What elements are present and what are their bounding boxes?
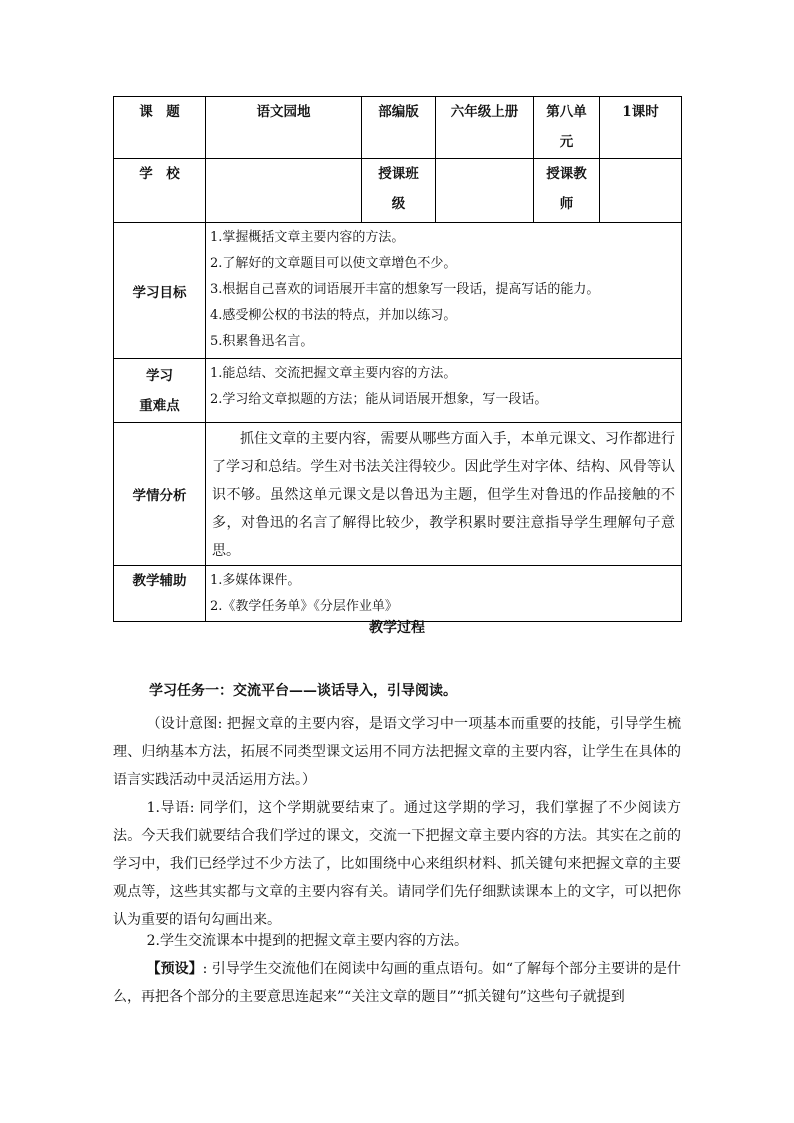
class-label-line2: 级 [391,196,406,212]
aids-label: 教学辅助 [114,566,206,622]
unit-line1: 第八单 [546,104,587,120]
goals-list [206,223,682,359]
key-point-item: 2.学习给文章拟题的方法；能从词语展开想象，写一段话。 [210,392,548,407]
table-row [114,423,682,566]
analysis-label: 学情分析 [114,423,206,566]
key-point-item: 1.能总结、交流把握文章主要内容的方法。 [210,366,457,381]
aids-list [206,566,682,622]
table-row [114,566,682,622]
school-value [206,159,362,223]
goal-item: 1.掌握概括文章主要内容的方法。 [210,230,405,245]
goal-item: 2.了解好的文章题目可以使文章增色不少。 [210,256,457,271]
table-row [114,159,682,223]
topic-name: 语文园地 [206,97,362,159]
grade-cell: 六年级上册 [436,97,534,159]
teacher-label [534,159,600,223]
section-title: 教学过程 [369,620,425,636]
class-value [436,159,534,223]
table-row [114,359,682,423]
preset-paragraph [113,955,681,1011]
goal-item: 4.感受柳公权的书法的特点，并加以练习。 [210,308,457,323]
preset-label: 【预设】 [146,961,203,977]
step2-paragraph: 2.学生交流课本中提到的把握文章主要内容的方法。 [146,933,468,949]
unit-line2: 元 [559,134,574,150]
analysis-text: 抓住文章的主要内容，需要从哪些方面入手，本单元课文、习作都进行了学习和总结。学生对书法关注得较少。因此学生对字体、结构、风骨等认识不够。虽然这单元课文是以鲁迅为主题，但学生对鲁迅的作品接触的不多，对鲁迅的名言了解得比较少，教学积累时要注意指导学生理解句子意思。 [206,423,682,566]
key-points-label [114,359,206,423]
table-row [114,223,682,359]
class-label [362,159,436,223]
design-intent-paragraph: （设计意图: 把握文章的主要内容，是语文学习中一项基本而重要的技能，引导学生梳理、归纳基本方法，拓展不同类型课文运用不同方法把握文章的主要内容，让学生在具体的语言实践活动中灵活运用方法。） [113,716,681,788]
topic-label: 课 题 [114,97,206,159]
class-label-line1: 授课班 [378,166,419,182]
key-points-label-line2: 重难点 [139,397,180,414]
school-label: 学 校 [114,159,206,223]
edition-cell: 部编版 [362,97,436,159]
lesson-info-table [113,96,682,622]
preset-text: : 引导学生交流他们在阅读中勾画的重点语句。如“了解每个部分主要讲的是什么，再把各个部分的主要意思连起来”“关注文章的题目”“抓关键句”这些句子就提到 [113,961,682,1005]
key-points-list [206,359,682,423]
unit-cell [534,97,600,159]
goals-label: 学习目标 [114,223,206,359]
aid-item: 1.多媒体课件。 [210,573,301,588]
key-points-label-line1: 学习 [146,367,173,384]
teacher-value [600,159,682,223]
hours-cell: 1课时 [600,97,682,159]
teacher-label-line1: 授课教 [546,166,587,182]
goal-item: 3.根据自己喜欢的词语展开丰富的想象写一段话，提高写话的能力。 [210,282,600,297]
table-row [114,97,682,159]
goal-item: 5.积累鲁迅名言。 [210,334,314,349]
step1-paragraph: 1.导语: 同学们，这个学期就要结束了。通过这学期的学习，我们掌握了不少阅读方法。今天我们就要结合我们学过的课文，交流一下把握文章主要内容的方法。其实在之前的学习中，我们已经学过不少方法了，比如围绕中心来组织材料、抓关键句来把握文章的主要观点等，这些其实都与文章的主要内容有关。请同学们先仔细默读课本上的文字，可以把你认为重要的语句勾画出来。 [113,800,681,928]
teacher-label-line2: 师 [559,196,574,212]
aid-item: 2.《教学任务单》《分层作业单》 [210,599,398,614]
task1-title: 学习任务一：交流平台——谈话导入，引导阅读。 [149,683,457,699]
